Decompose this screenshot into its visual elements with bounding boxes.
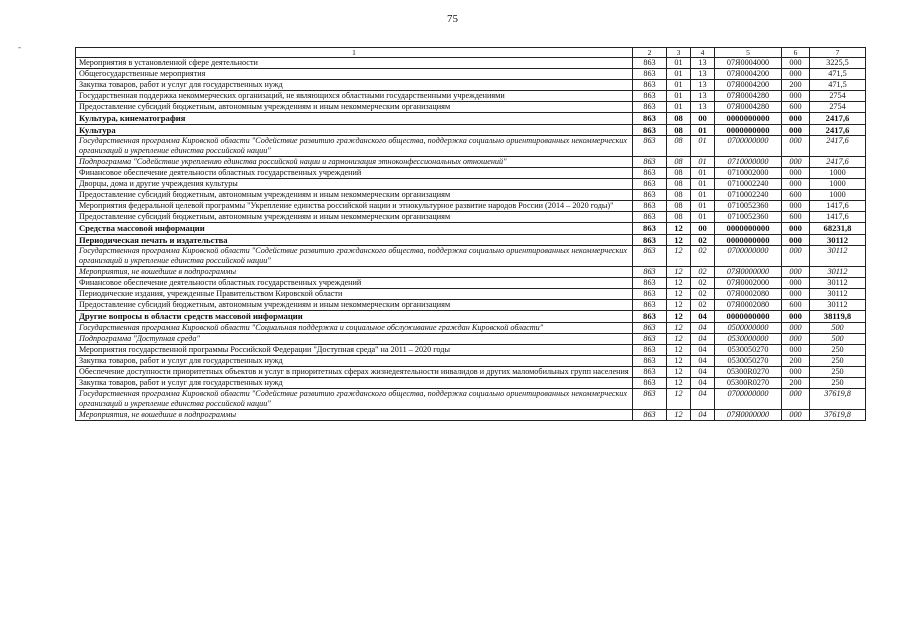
row-amount-cell: 30112 <box>810 278 866 289</box>
header-col-7: 7 <box>810 48 866 58</box>
row-name-cell: Мероприятия, не вошедшие в подпрограммы <box>76 267 633 278</box>
table-row <box>76 157 866 168</box>
row-name-cell: Другие вопросы в области средств массовой информации <box>76 311 633 322</box>
row-amount-cell: 37619,8 <box>810 409 866 420</box>
budget-table-body <box>76 48 866 421</box>
row-code-cell: 863 <box>633 409 667 420</box>
row-expense-type-cell: 000 <box>782 157 810 168</box>
row-amount-cell: 1000 <box>810 190 866 201</box>
row-section-cell: 12 <box>667 234 691 245</box>
row-section-cell: 08 <box>667 190 691 201</box>
row-target-article-cell: 07Я0004000 <box>715 58 782 69</box>
row-code-cell: 863 <box>633 124 667 135</box>
table-row <box>76 377 866 388</box>
row-section-cell: 12 <box>667 223 691 234</box>
row-expense-type-cell: 000 <box>782 124 810 135</box>
row-name-cell: Государственная поддержка некоммерческих организаций, не являющихся областными государственными учреждениями <box>76 91 633 102</box>
row-code-cell: 863 <box>633 223 667 234</box>
table-row <box>76 212 866 223</box>
row-amount-cell: 2417,6 <box>810 136 866 157</box>
row-name-cell: Мероприятия, не вошедшие в подпрограммы <box>76 409 633 420</box>
row-expense-type-cell: 000 <box>782 223 810 234</box>
row-subsection-cell: 02 <box>691 278 715 289</box>
row-amount-cell: 30112 <box>810 246 866 267</box>
row-amount-cell: 2754 <box>810 102 866 113</box>
row-target-article-cell: 05300R0270 <box>715 366 782 377</box>
row-code-cell: 863 <box>633 234 667 245</box>
row-amount-cell: 2754 <box>810 91 866 102</box>
row-code-cell: 863 <box>633 311 667 322</box>
row-expense-type-cell: 000 <box>782 267 810 278</box>
row-target-article-cell: 07Я0002080 <box>715 300 782 311</box>
row-section-cell: 12 <box>667 267 691 278</box>
row-subsection-cell: 04 <box>691 409 715 420</box>
table-row <box>76 344 866 355</box>
row-amount-cell: 1417,6 <box>810 212 866 223</box>
row-amount-cell: 1000 <box>810 179 866 190</box>
row-name-cell: Финансовое обеспечение деятельности областных государственных учреждений <box>76 168 633 179</box>
row-amount-cell: 2417,6 <box>810 157 866 168</box>
row-name-cell: Периодическая печать и издательства <box>76 234 633 245</box>
row-expense-type-cell: 200 <box>782 377 810 388</box>
row-amount-cell: 500 <box>810 322 866 333</box>
row-expense-type-cell: 000 <box>782 91 810 102</box>
row-section-cell: 12 <box>667 278 691 289</box>
table-row <box>76 58 866 69</box>
row-code-cell: 863 <box>633 190 667 201</box>
row-section-cell: 01 <box>667 69 691 80</box>
table-row <box>76 179 866 190</box>
row-subsection-cell: 13 <box>691 80 715 91</box>
row-subsection-cell: 13 <box>691 69 715 80</box>
row-amount-cell: 1417,6 <box>810 201 866 212</box>
row-expense-type-cell: 000 <box>782 366 810 377</box>
row-target-article-cell: 07Я0004280 <box>715 91 782 102</box>
row-target-article-cell: 0710002240 <box>715 190 782 201</box>
row-name-cell: Мероприятия в установленной сфере деятельности <box>76 58 633 69</box>
row-target-article-cell: 07Я0000000 <box>715 267 782 278</box>
row-name-cell: Государственная программа Кировской области "Содействие развитию гражданского общества, поддержка социально ориентированных некоммерческих организаций и укрепление единства российской нации" <box>76 136 633 157</box>
header-row <box>76 48 866 58</box>
table-row <box>76 409 866 420</box>
row-name-cell: Мероприятия государственной программы Российской Федерации "Доступная среда" на 2011 – 2020 годы <box>76 344 633 355</box>
row-target-article-cell: 07Я0004200 <box>715 80 782 91</box>
row-name-cell: Средства массовой информации <box>76 223 633 234</box>
row-subsection-cell: 13 <box>691 91 715 102</box>
row-expense-type-cell: 000 <box>782 69 810 80</box>
row-target-article-cell: 0710002000 <box>715 168 782 179</box>
row-code-cell: 863 <box>633 344 667 355</box>
row-name-cell: Культура <box>76 124 633 135</box>
row-subsection-cell: 04 <box>691 344 715 355</box>
row-amount-cell: 30112 <box>810 300 866 311</box>
row-section-cell: 12 <box>667 333 691 344</box>
row-target-article-cell: 07Я0002080 <box>715 289 782 300</box>
row-expense-type-cell: 000 <box>782 136 810 157</box>
row-amount-cell: 68231,8 <box>810 223 866 234</box>
row-name-cell: Предоставление субсидий бюджетным, автономным учреждениям и иным некоммерческим организациям <box>76 300 633 311</box>
row-subsection-cell: 04 <box>691 355 715 366</box>
row-subsection-cell: 00 <box>691 223 715 234</box>
row-name-cell: Государственная программа Кировской области "Социальная поддержка и социальное обслуживание граждан Кировской области" <box>76 322 633 333</box>
row-name-cell: Государственная программа Кировской области "Содействие развитию гражданского общества, поддержка социально ориентированных некоммерческих организаций и укрепление единства российской нации" <box>76 246 633 267</box>
row-subsection-cell: 13 <box>691 58 715 69</box>
row-section-cell: 12 <box>667 300 691 311</box>
row-expense-type-cell: 000 <box>782 289 810 300</box>
row-target-article-cell: 0000000000 <box>715 113 782 124</box>
row-section-cell: 01 <box>667 58 691 69</box>
row-target-article-cell: 07Я0004200 <box>715 69 782 80</box>
row-expense-type-cell: 000 <box>782 179 810 190</box>
table-row <box>76 333 866 344</box>
row-target-article-cell: 0700000000 <box>715 246 782 267</box>
row-target-article-cell: 0710052360 <box>715 212 782 223</box>
row-amount-cell: 500 <box>810 333 866 344</box>
table-row <box>76 234 866 245</box>
table-row <box>76 300 866 311</box>
row-name-cell: Дворцы, дома и другие учреждения культуры <box>76 179 633 190</box>
row-section-cell: 08 <box>667 212 691 223</box>
row-expense-type-cell: 000 <box>782 344 810 355</box>
row-section-cell: 12 <box>667 377 691 388</box>
row-section-cell: 12 <box>667 366 691 377</box>
row-subsection-cell: 01 <box>691 124 715 135</box>
row-code-cell: 863 <box>633 355 667 366</box>
row-name-cell: Государственная программа Кировской области "Содействие развитию гражданского общества, поддержка социально ориентированных некоммерческих организаций и укрепление единства российской нации" <box>76 388 633 409</box>
row-section-cell: 12 <box>667 409 691 420</box>
header-col-6: 6 <box>782 48 810 58</box>
row-subsection-cell: 04 <box>691 311 715 322</box>
row-amount-cell: 471,5 <box>810 69 866 80</box>
row-name-cell: Закупка товаров, работ и услуг для государственных нужд <box>76 80 633 91</box>
table-row <box>76 136 866 157</box>
table-row <box>76 80 866 91</box>
table-row <box>76 190 866 201</box>
row-subsection-cell: 01 <box>691 179 715 190</box>
header-col-2: 2 <box>633 48 667 58</box>
row-name-cell: Подпрограмма "Содействие укреплению единства российской нации и гармонизация этноконфессиональных отношений" <box>76 157 633 168</box>
row-subsection-cell: 02 <box>691 300 715 311</box>
row-amount-cell: 250 <box>810 355 866 366</box>
row-amount-cell: 250 <box>810 366 866 377</box>
row-code-cell: 863 <box>633 69 667 80</box>
row-name-cell: Предоставление субсидий бюджетным, автономным учреждениям и иным некоммерческим организациям <box>76 212 633 223</box>
row-expense-type-cell: 600 <box>782 212 810 223</box>
row-section-cell: 12 <box>667 246 691 267</box>
row-code-cell: 863 <box>633 201 667 212</box>
table-row <box>76 246 866 267</box>
table-row <box>76 113 866 124</box>
row-target-article-cell: 0000000000 <box>715 311 782 322</box>
row-section-cell: 08 <box>667 124 691 135</box>
row-subsection-cell: 04 <box>691 388 715 409</box>
row-subsection-cell: 02 <box>691 234 715 245</box>
row-section-cell: 08 <box>667 168 691 179</box>
row-section-cell: 01 <box>667 80 691 91</box>
row-target-article-cell: 0500000000 <box>715 322 782 333</box>
row-target-article-cell: 0710052360 <box>715 201 782 212</box>
row-section-cell: 01 <box>667 102 691 113</box>
row-expense-type-cell: 000 <box>782 333 810 344</box>
row-amount-cell: 30112 <box>810 267 866 278</box>
table-row <box>76 278 866 289</box>
table-row <box>76 355 866 366</box>
row-code-cell: 863 <box>633 102 667 113</box>
row-expense-type-cell: 000 <box>782 234 810 245</box>
table-row <box>76 168 866 179</box>
row-target-article-cell: 0530050270 <box>715 355 782 366</box>
row-subsection-cell: 01 <box>691 212 715 223</box>
row-amount-cell: 30112 <box>810 234 866 245</box>
row-code-cell: 863 <box>633 322 667 333</box>
row-subsection-cell: 01 <box>691 190 715 201</box>
row-amount-cell: 471,5 <box>810 80 866 91</box>
row-subsection-cell: 13 <box>691 102 715 113</box>
row-subsection-cell: 01 <box>691 168 715 179</box>
row-section-cell: 12 <box>667 344 691 355</box>
row-target-article-cell: 0000000000 <box>715 234 782 245</box>
row-code-cell: 863 <box>633 278 667 289</box>
table-row <box>76 322 866 333</box>
row-section-cell: 08 <box>667 201 691 212</box>
row-amount-cell: 37619,8 <box>810 388 866 409</box>
row-target-article-cell: 07Я0002000 <box>715 278 782 289</box>
row-expense-type-cell: 000 <box>782 311 810 322</box>
row-subsection-cell: 02 <box>691 289 715 300</box>
row-target-article-cell: 05300R0270 <box>715 377 782 388</box>
row-subsection-cell: 02 <box>691 246 715 267</box>
row-section-cell: 08 <box>667 113 691 124</box>
header-col-4: 4 <box>691 48 715 58</box>
row-subsection-cell: 04 <box>691 377 715 388</box>
row-name-cell: Предоставление субсидий бюджетным, автономным учреждениям и иным некоммерческим организациям <box>76 102 633 113</box>
row-section-cell: 12 <box>667 388 691 409</box>
row-code-cell: 863 <box>633 388 667 409</box>
row-amount-cell: 1000 <box>810 168 866 179</box>
row-name-cell: Общегосударственные мероприятия <box>76 69 633 80</box>
page-number: 75 <box>447 13 458 25</box>
row-name-cell: Культура, кинематография <box>76 113 633 124</box>
header-col-5: 5 <box>715 48 782 58</box>
row-subsection-cell: 02 <box>691 267 715 278</box>
row-name-cell: Предоставление субсидий бюджетным, автономным учреждениям и иным некоммерческим организациям <box>76 190 633 201</box>
row-expense-type-cell: 000 <box>782 278 810 289</box>
row-section-cell: 08 <box>667 157 691 168</box>
row-amount-cell: 30112 <box>810 289 866 300</box>
row-name-cell: Мероприятия федеральной целевой программы "Укрепление единства российской нации и этнокультурное развитие народов России (2014 – 2020 годы)" <box>76 201 633 212</box>
row-name-cell: Подпрограмма "Доступная среда" <box>76 333 633 344</box>
row-section-cell: 12 <box>667 311 691 322</box>
row-code-cell: 863 <box>633 136 667 157</box>
row-target-article-cell: 0530000000 <box>715 333 782 344</box>
row-code-cell: 863 <box>633 113 667 124</box>
row-code-cell: 863 <box>633 212 667 223</box>
row-amount-cell: 250 <box>810 344 866 355</box>
table-row <box>76 102 866 113</box>
budget-table <box>75 47 866 421</box>
row-section-cell: 12 <box>667 322 691 333</box>
row-target-article-cell: 0700000000 <box>715 388 782 409</box>
row-code-cell: 863 <box>633 157 667 168</box>
row-section-cell: 08 <box>667 136 691 157</box>
row-code-cell: 863 <box>633 377 667 388</box>
row-target-article-cell: 0000000000 <box>715 223 782 234</box>
table-row <box>76 388 866 409</box>
row-name-cell: Закупка товаров, работ и услуг для государственных нужд <box>76 377 633 388</box>
row-code-cell: 863 <box>633 267 667 278</box>
row-expense-type-cell: 600 <box>782 300 810 311</box>
header-col-3: 3 <box>667 48 691 58</box>
row-expense-type-cell: 000 <box>782 322 810 333</box>
row-name-cell: Финансовое обеспечение деятельности областных государственных учреждений <box>76 278 633 289</box>
row-name-cell: Периодические издания, учрежденные Правительством Кировской области <box>76 289 633 300</box>
row-expense-type-cell: 000 <box>782 201 810 212</box>
table-row <box>76 91 866 102</box>
table-row <box>76 223 866 234</box>
row-code-cell: 863 <box>633 246 667 267</box>
row-code-cell: 863 <box>633 80 667 91</box>
row-section-cell: 01 <box>667 91 691 102</box>
row-section-cell: 12 <box>667 289 691 300</box>
row-target-article-cell: 0710002240 <box>715 179 782 190</box>
row-code-cell: 863 <box>633 91 667 102</box>
row-expense-type-cell: 200 <box>782 80 810 91</box>
row-expense-type-cell: 000 <box>782 58 810 69</box>
row-code-cell: 863 <box>633 300 667 311</box>
row-expense-type-cell: 600 <box>782 190 810 201</box>
row-expense-type-cell: 000 <box>782 168 810 179</box>
row-section-cell: 12 <box>667 355 691 366</box>
row-expense-type-cell: 000 <box>782 409 810 420</box>
row-subsection-cell: 04 <box>691 322 715 333</box>
row-subsection-cell: 01 <box>691 201 715 212</box>
row-amount-cell: 250 <box>810 377 866 388</box>
row-code-cell: 863 <box>633 289 667 300</box>
row-code-cell: 863 <box>633 179 667 190</box>
row-expense-type-cell: 000 <box>782 388 810 409</box>
table-row <box>76 366 866 377</box>
row-amount-cell: 2417,6 <box>810 124 866 135</box>
row-code-cell: 863 <box>633 333 667 344</box>
row-expense-type-cell: 000 <box>782 113 810 124</box>
table-row <box>76 124 866 135</box>
row-amount-cell: 2417,6 <box>810 113 866 124</box>
row-subsection-cell: 01 <box>691 157 715 168</box>
row-subsection-cell: 04 <box>691 366 715 377</box>
row-expense-type-cell: 600 <box>782 102 810 113</box>
row-subsection-cell: 04 <box>691 333 715 344</box>
row-target-article-cell: 0530050270 <box>715 344 782 355</box>
row-name-cell: Закупка товаров, работ и услуг для государственных нужд <box>76 355 633 366</box>
row-subsection-cell: 01 <box>691 136 715 157</box>
row-target-article-cell: 0710000000 <box>715 157 782 168</box>
row-section-cell: 08 <box>667 179 691 190</box>
row-code-cell: 863 <box>633 168 667 179</box>
row-target-article-cell: 07Я0004280 <box>715 102 782 113</box>
header-col-1: 1 <box>76 48 633 58</box>
row-target-article-cell: 0000000000 <box>715 124 782 135</box>
row-amount-cell: 3225,5 <box>810 58 866 69</box>
row-name-cell: Обеспечение доступности приоритетных объектов и услуг в приоритетных сферах жизнедеятельности инвалидов и других маломобильных групп населения <box>76 366 633 377</box>
row-target-article-cell: 07Я0000000 <box>715 409 782 420</box>
corner-mark: - <box>18 42 21 52</box>
table-row <box>76 289 866 300</box>
table-row <box>76 311 866 322</box>
row-expense-type-cell: 000 <box>782 246 810 267</box>
table-row <box>76 267 866 278</box>
row-code-cell: 863 <box>633 58 667 69</box>
row-code-cell: 863 <box>633 366 667 377</box>
table-row <box>76 69 866 80</box>
table-row <box>76 201 866 212</box>
row-expense-type-cell: 200 <box>782 355 810 366</box>
row-subsection-cell: 00 <box>691 113 715 124</box>
row-target-article-cell: 0700000000 <box>715 136 782 157</box>
row-amount-cell: 38119,8 <box>810 311 866 322</box>
